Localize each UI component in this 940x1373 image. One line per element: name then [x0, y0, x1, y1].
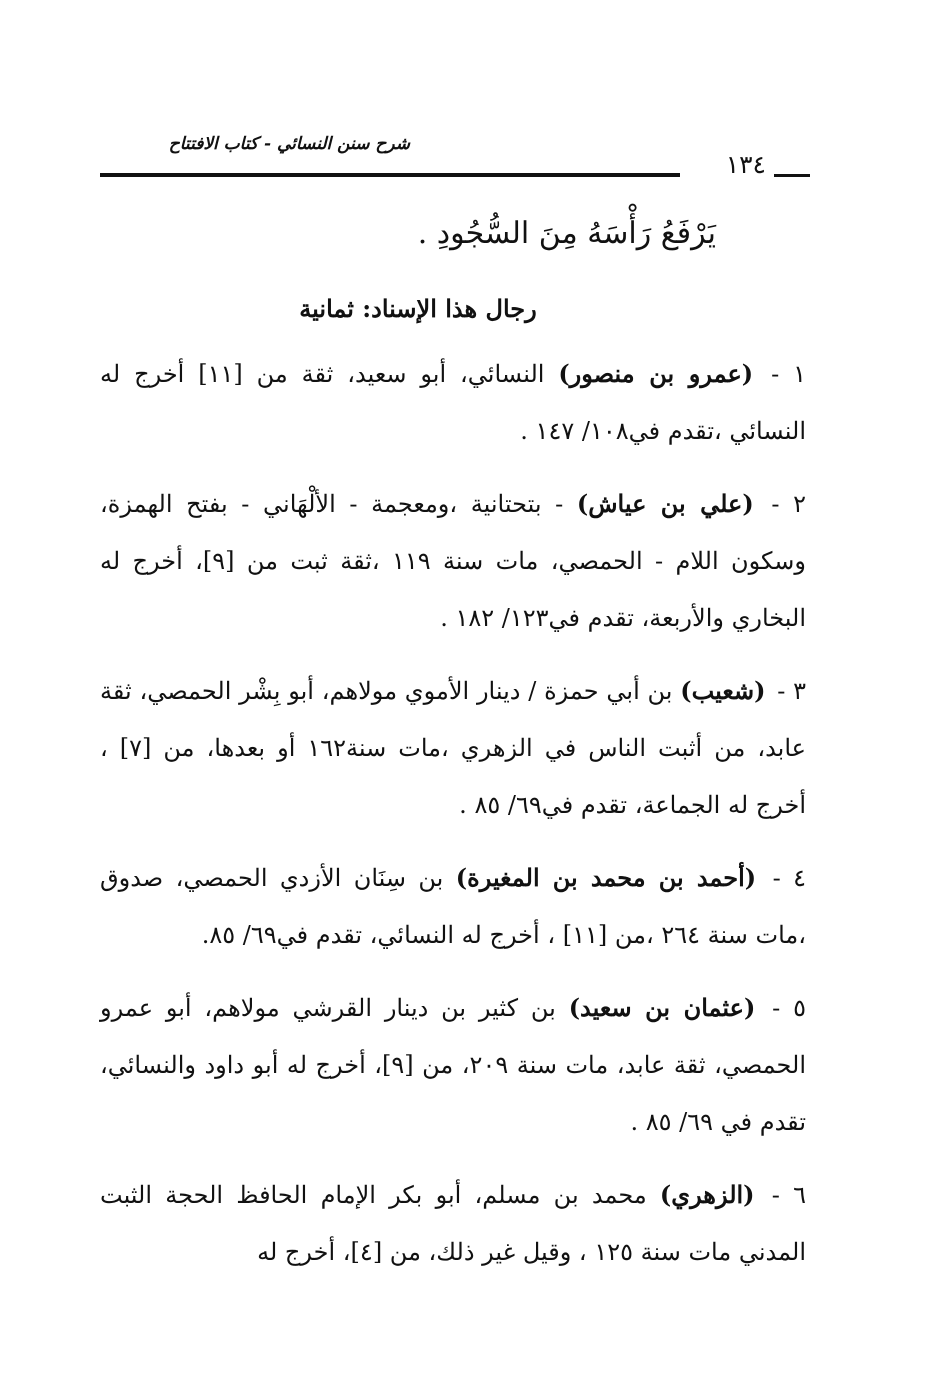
entry-number: ٥ -	[772, 994, 806, 1022]
narrator-name: (الزهري)	[659, 1180, 755, 1209]
ayah-fragment: يَرْفَعُ رَأْسَهُ مِنَ السُّجُودِ .	[417, 216, 716, 251]
narrator-entry-3	[100, 662, 806, 834]
narrator-name: (علي بن عياش)	[576, 489, 754, 518]
narrator-name: (عمرو بن منصور)	[558, 359, 754, 388]
entry-text: محمد بن مسلم، أبو بكر الإمام الحافظ الحجة الثبت المدني مات سنة ١٢٥ ، وقيل غير ذلك، من [٤]، أخرج له	[100, 1181, 806, 1266]
entry-text: النسائي، أبو سعيد، ثقة من [١١] أخرج له النسائي ،تقدم في١٠٨/ ١٤٧ .	[100, 360, 806, 445]
entry-text: بن أبي حمزة / دينار الأموي مولاهم، أبو بِشْر الحمصي، ثقة عابد، من أثبت الناس في الزهري ،مات سنة١٦٢ أو بعدها، من [٧] ، أخرج له الجماعة، تقدم في٦٩/ ٨٥ .	[100, 677, 806, 819]
entry-number: ٣ -	[777, 677, 806, 705]
narrator-name: (أحمد بن محمد بن المغيرة)	[455, 863, 757, 892]
page-number: ١٣٤	[725, 150, 766, 179]
narrator-entry-2	[100, 475, 806, 647]
narrator-entry-1	[100, 345, 806, 460]
entry-text: - بتحتانية ،ومعجمة - الألْهَاني - بفتح الهمزة، وسكون اللام - الحمصي، مات سنة ١١٩ ،ثقة ثبت من [٩]، أخرج له البخاري والأربعة، تقدم في١٢٣/ ١٨٢ .	[100, 490, 806, 632]
page-body	[100, 208, 806, 1296]
section-heading: رجال هذا الإسناد: ثمانية	[299, 294, 537, 323]
entry-number: ١ -	[771, 360, 806, 388]
narrator-name: (شعيب)	[680, 676, 766, 705]
entry-number: ٤ -	[772, 864, 806, 892]
page-number-dash	[774, 174, 810, 177]
page-header	[100, 128, 810, 188]
entry-text: بن كثير بن دينار القرشي مولاهم، أبو عمرو الحمصي، ثقة عابد، مات سنة ٢٠٩، من [٩]، أخرج له أبو داود والنسائي، تقدم في ٦٩/ ٨٥ .	[100, 994, 806, 1136]
header-rule	[100, 173, 680, 177]
narrator-entry-6	[100, 1166, 806, 1281]
entry-text: بن سِنَان الأزدي الحمصي، صدوق ،مات سنة ٢٦٤ ،من [١١] ، أخرج له النسائي، تقدم في٦٩/ ٨٥.	[100, 864, 806, 949]
narrator-entry-5	[100, 979, 806, 1151]
narrator-name: (عثمان بن سعيد)	[568, 993, 756, 1022]
running-title: شرح سنن النسائي - كتاب الافتتاح	[168, 134, 410, 154]
entry-number: ٢ -	[771, 490, 806, 518]
entry-number: ٦ -	[771, 1181, 807, 1209]
narrator-entry-4	[100, 849, 806, 964]
